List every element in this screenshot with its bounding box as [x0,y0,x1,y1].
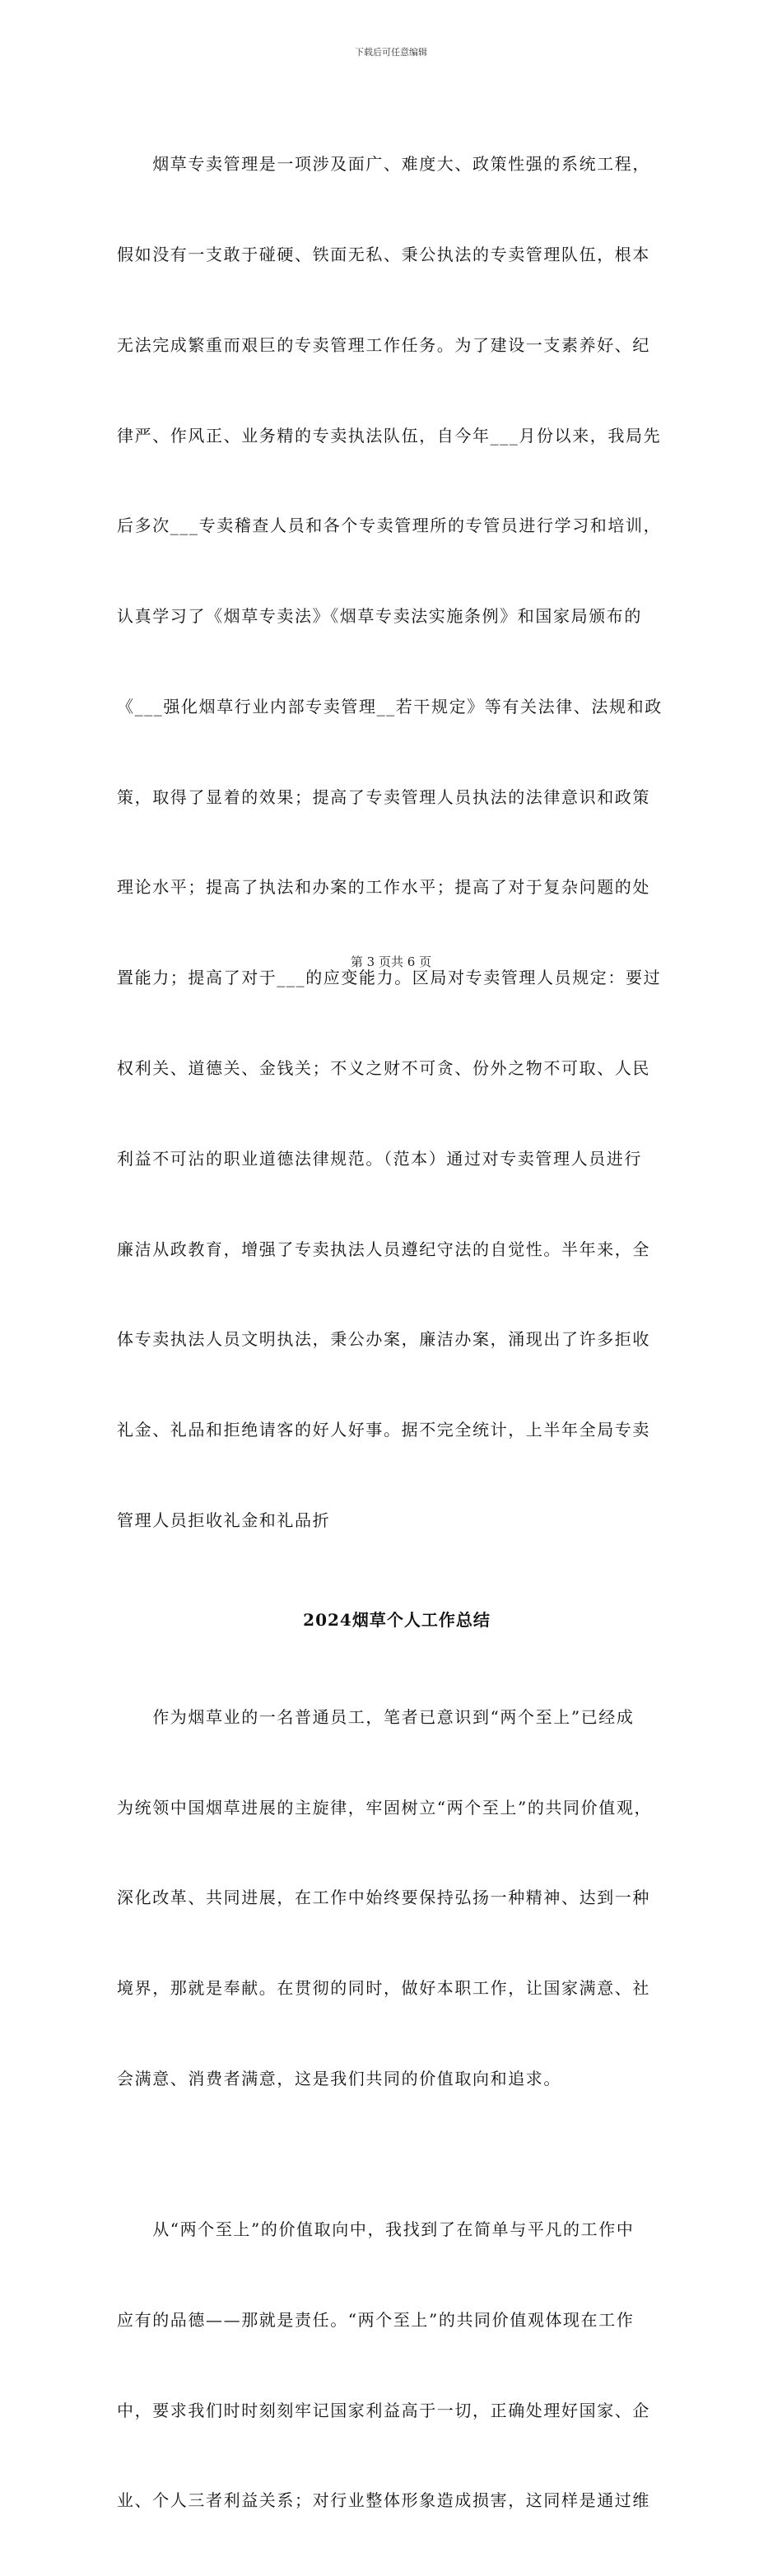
paragraph-line: 深化改革、共同进展，在工作中始终要保持弘扬一种精神、达到一种 [117,1888,650,1908]
paragraph-line: 烟草专卖管理是一项涉及面广、难度大、政策性强的系统工程， [117,154,650,175]
paragraph-line: 认真学习了《烟草专卖法》《烟草专卖法实施条例》和国家局颁布的 [117,606,642,627]
paragraph-line: 无法完成繁重而艰巨的专卖管理工作任务。为了建设一支素养好、纪 [117,334,650,355]
paragraph-line: 作为烟草业的一名普通员工，笔者已意识到“两个至上”已经成 [117,1706,635,1727]
paragraph-line: 策，取得了显着的效果；提高了专卖管理人员执法的法律意识和政策 [117,786,650,807]
paragraph-line: 境界，那就是奉献。在贯彻的同时，做好本职工作，让国家满意、社 [117,1978,650,1999]
paragraph-line: 礼金、礼品和拒绝请客的好人好事。据不完全统计，上半年全局专卖 [117,1420,650,1440]
paragraph-line: 业、个人三者利益关系；对行业整体形象造成损害，这同样是通过维 [117,2490,650,2511]
header-note: 下载后可任意编辑 [355,47,427,58]
paragraph-line: 为统领中国烟草进展的主旋律，牢固树立“两个至上”的共同价值观， [117,1797,653,1818]
paragraph-line: 《___强化烟草行业内部专卖管理__若干规定》等有关法律、法规和政 [117,696,663,716]
paragraph-line: 中，要求我们时时刻刻牢记国家利益高于一切，正确处理好国家、企 [117,2400,650,2420]
paragraph-1 [117,89,677,1596]
paragraph-line: 应有的品德——那就是责任。“两个至上”的共同价值观体现在工作 [117,2309,635,2330]
page-number: 第 3 页共 6 页 [350,954,432,969]
paragraph-2 [117,1642,677,2154]
paragraph-line: 权利关、道德关、金钱关；不义之财不可贪、份外之物不可取、人民 [117,1058,650,1078]
paragraph-3 [117,2154,677,2576]
paragraph-line: 管理人员拒收礼金和礼品折 [117,1510,331,1530]
paragraph-line: 理论水平；提高了执法和办案的工作水平；提高了对于复杂问题的处 [117,877,650,898]
paragraph-line: 律严、作风正、业务精的专卖执法队伍，自今年___月份以来，我局先 [117,425,662,446]
paragraph-line: 后多次___专卖稽查人员和各个专卖管理所的专管员进行学习和培训， [117,516,662,536]
paragraph-line: 假如没有一支敢于碰硬、铁面无私、秉公执法的专卖管理队伍，根本 [117,244,650,264]
paragraph-line: 廉洁从政教育，增强了专卖执法人员遵纪守法的自觉性。半年来，全 [117,1239,650,1259]
section-title: 2024烟草个人工作总结 [303,1609,491,1630]
document-body [117,89,677,2576]
paragraph-line: 置能力；提高了对于___的应变能力。区局对专卖管理人员规定：要过 [117,968,662,988]
paragraph-line: 体专卖执法人员文明执法，秉公办案，廉洁办案，涌现出了许多拒收 [117,1329,650,1350]
paragraph-line: 利益不可沾的职业道德法律规范。（范本）通过对专卖管理人员进行 [117,1148,642,1169]
paragraph-line: 会满意、消费者满意，这是我们共同的价值取向和追求。 [117,2069,561,2088]
paragraph-line: 从“两个至上”的价值取向中，我找到了在简单与平凡的工作中 [117,2219,635,2239]
